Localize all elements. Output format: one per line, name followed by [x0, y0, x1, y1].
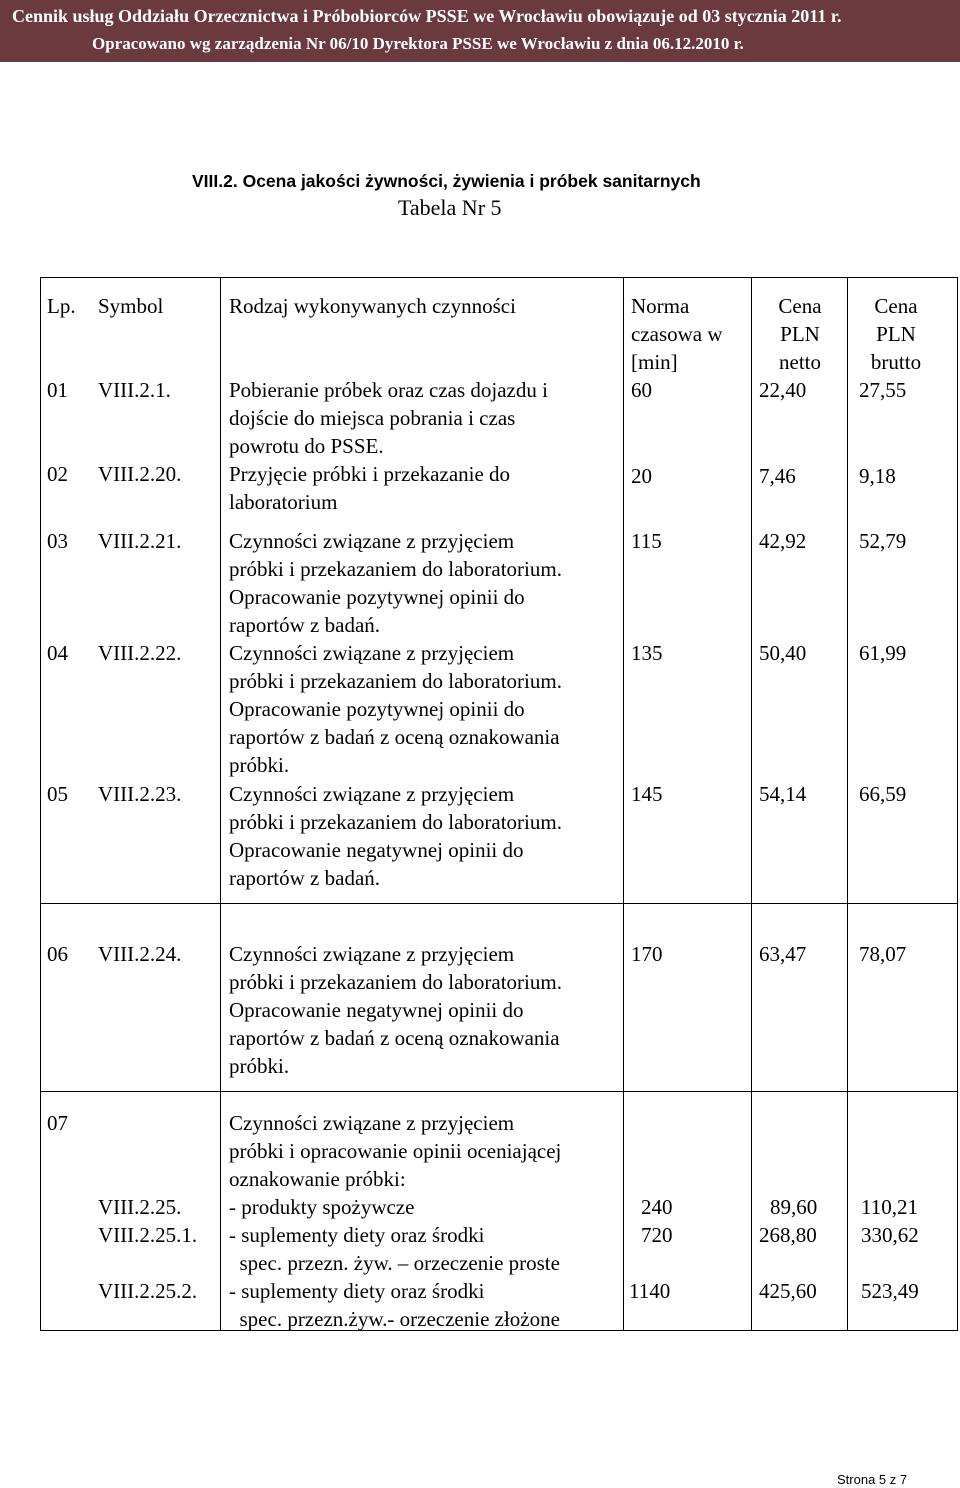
row-description: spec. przezn. żyw. – orzeczenie proste — [229, 1251, 560, 1275]
row-symbol: VIII.2.25.1. — [98, 1223, 198, 1247]
row-brutto: 330,62 — [861, 1223, 919, 1247]
row-description: próbki i przekazaniem do laboratorium. — [229, 669, 562, 693]
row-netto: 89,60 — [770, 1195, 818, 1219]
header-norma: [min] — [631, 350, 678, 374]
row-symbol: VIII.2.1. — [98, 378, 171, 402]
row-brutto: 52,79 — [859, 529, 907, 553]
row-netto: 50,40 — [759, 641, 807, 665]
row-norma: 145 — [631, 782, 663, 806]
row-brutto: 61,99 — [859, 641, 907, 665]
section-title: VIII.2. Ocena jakości żywności, żywienia i próbek sanitarnych — [192, 171, 701, 191]
row-description: dojście do miejsca pobrania i czas — [229, 406, 516, 430]
row-norma: 20 — [631, 464, 652, 488]
row-brutto: 9,18 — [859, 464, 896, 488]
header-netto: Cena — [778, 294, 822, 318]
row-description: próbki. — [229, 753, 290, 777]
row-description: próbki i przekazaniem do laboratorium. — [229, 970, 562, 994]
row-description: próbki i przekazaniem do laboratorium. — [229, 810, 562, 834]
row-norma: 135 — [631, 641, 663, 665]
row-brutto: 27,55 — [859, 378, 907, 402]
row-symbol: VIII.2.25. — [98, 1195, 182, 1219]
row-symbol: VIII.2.24. — [98, 942, 182, 966]
row-description: oznakowanie próbki: — [229, 1167, 406, 1191]
row-lp: 07 — [47, 1111, 68, 1135]
row-symbol: VIII.2.25.2. — [98, 1279, 198, 1303]
header-symbol: Symbol — [98, 294, 164, 318]
row-description: raportów z badań z oceną oznakowania — [229, 725, 560, 749]
row-description: Opracowanie negatywnej opinii do — [229, 838, 524, 862]
row-description: próbki. — [229, 1054, 290, 1078]
row-description: raportów z badań. — [229, 613, 381, 637]
column-divider — [847, 278, 848, 1330]
column-divider — [751, 278, 752, 1330]
header-lp: Lp. — [47, 294, 76, 318]
row-norma: 170 — [631, 942, 663, 966]
row-brutto: 66,59 — [859, 782, 907, 806]
row-brutto: 523,49 — [861, 1279, 919, 1303]
row-norma: 115 — [631, 529, 662, 553]
price-table — [40, 277, 958, 1331]
row-lp: 02 — [47, 462, 68, 486]
row-netto: 268,80 — [759, 1223, 817, 1247]
row-netto: 63,47 — [759, 942, 807, 966]
row-description: Opracowanie pozytywnej opinii do — [229, 585, 525, 609]
row-description: - suplementy diety oraz środki — [229, 1279, 485, 1303]
document-header — [0, 0, 960, 62]
header-netto: PLN — [780, 322, 820, 346]
header-brutto: PLN — [876, 322, 916, 346]
row-lp: 06 — [47, 942, 68, 966]
row-description: powrotu do PSSE. — [229, 434, 384, 458]
column-divider — [623, 278, 624, 1330]
row-description: Opracowanie negatywnej opinii do — [229, 998, 524, 1022]
header-line-1: Cennik usług Oddziału Orzecznictwa i Próbobiorców PSSE we Wrocławiu obowiązuje od 03 stycznia 2011 r. — [12, 6, 842, 26]
row-netto: 42,92 — [759, 529, 807, 553]
row-lp: 04 — [47, 641, 68, 665]
row-lp: 05 — [47, 782, 68, 806]
row-brutto: 110,21 — [861, 1195, 918, 1219]
row-description: laboratorium — [229, 490, 338, 514]
row-description: Czynności związane z przyjęciem — [229, 641, 515, 665]
row-description: Pobieranie próbek oraz czas dojazdu i — [229, 378, 548, 402]
header-norma: czasowa w — [631, 322, 723, 346]
row-description: Czynności związane z przyjęciem — [229, 1111, 515, 1135]
row-lp: 01 — [47, 378, 68, 402]
header-brutto: brutto — [870, 350, 922, 374]
row-symbol: VIII.2.23. — [98, 782, 182, 806]
row-norma: 240 — [641, 1195, 673, 1219]
row-description: Przyjęcie próbki i przekazanie do — [229, 462, 511, 486]
row-description: spec. przezn.żyw.- orzeczenie złożone — [229, 1307, 560, 1331]
row-symbol: VIII.2.21. — [98, 529, 182, 553]
row-description: - suplementy diety oraz środki — [229, 1223, 485, 1247]
row-description: Czynności związane z przyjęciem — [229, 782, 515, 806]
row-description: Czynności związane z przyjęciem — [229, 529, 515, 553]
row-symbol: VIII.2.20. — [98, 462, 182, 486]
row-divider — [41, 903, 957, 904]
header-line-2: Opracowano wg zarządzenia Nr 06/10 Dyrektora PSSE we Wrocławiu z dnia 06.12.2010 r. — [92, 34, 744, 53]
row-netto: 7,46 — [759, 464, 796, 488]
row-brutto: 78,07 — [859, 942, 907, 966]
row-netto: 54,14 — [759, 782, 807, 806]
row-norma: 60 — [631, 378, 652, 402]
header-norma: Norma — [631, 294, 690, 318]
row-symbol: VIII.2.22. — [98, 641, 182, 665]
row-divider — [41, 1091, 957, 1092]
column-divider — [220, 278, 221, 1330]
page-number: Strona 5 z 7 — [837, 1472, 908, 1487]
row-norma: 720 — [641, 1223, 673, 1247]
row-lp: 03 — [47, 529, 68, 553]
row-description: Czynności związane z przyjęciem — [229, 942, 515, 966]
header-netto: netto — [779, 350, 821, 374]
header-rodzaj: Rodzaj wykonywanych czynności — [229, 294, 516, 318]
row-description: raportów z badań z oceną oznakowania — [229, 1026, 560, 1050]
row-netto: 425,60 — [759, 1279, 817, 1303]
row-netto: 22,40 — [759, 378, 807, 402]
header-brutto: Cena — [874, 294, 918, 318]
row-description: próbki i przekazaniem do laboratorium. — [229, 557, 562, 581]
row-description: raportów z badań. — [229, 866, 381, 890]
row-description: próbki i opracowanie opinii oceniającej — [229, 1139, 562, 1163]
row-description: - produkty spożywcze — [229, 1195, 415, 1219]
row-description: Opracowanie pozytywnej opinii do — [229, 697, 525, 721]
row-norma: 1140 — [629, 1279, 671, 1303]
table-title: Tabela Nr 5 — [398, 195, 502, 220]
